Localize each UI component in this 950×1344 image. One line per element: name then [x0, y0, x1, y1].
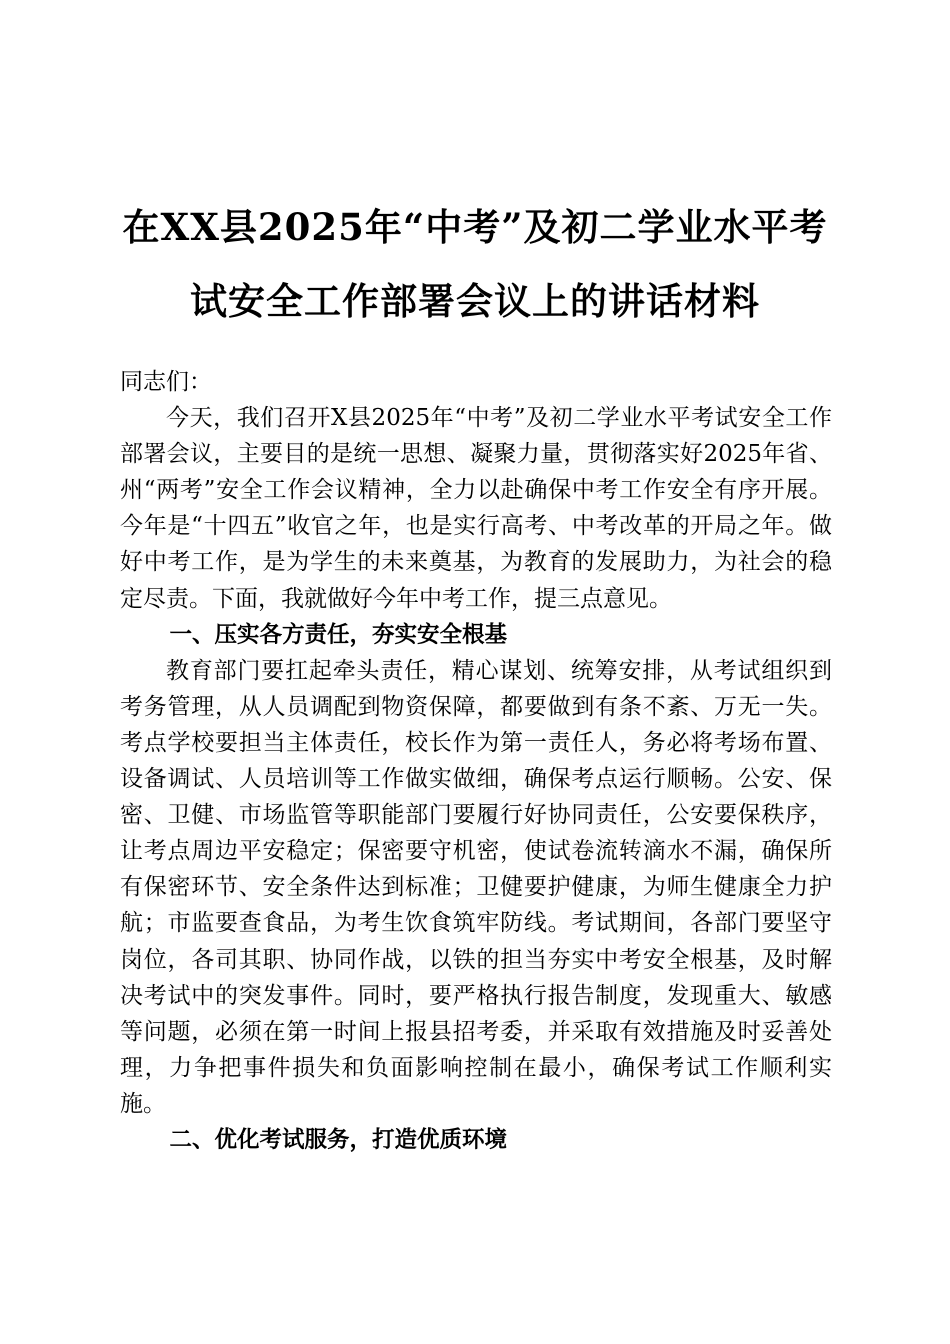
section-2-heading: 二、优化考试服务，打造优质环境	[169, 1126, 508, 1153]
salutation: 同志们：	[120, 369, 212, 395]
title-line-1: 在XX县2025年“中考”及初二学业水平考	[122, 205, 828, 249]
section-1-paragraph: 教育部门要扛起牵头责任，精心谋划、统筹安排，从考试组织到考务管理，从人员调配到物资保障，都要做到有条不紊、万无一失。考点学校要担当主体责任，校长作为第一责任人，务必将考场布置、设备调试、人员培训等工作做实做细，确保考点运行顺畅。公安、保密、卫健、市场监管等职能部门要履行好协同责任，公安要保秩序，让考点周边平安稳定；保密要守机密，使试卷流转滴水不漏，确保所有保密环节、安全条件达到标准；卫健要护健康，为师生健康全力护航；市监要查食品，为考生饮食筑牢防线。考试期间，各部门要坚守岗位，各司其职、协同作战，以铁的担当夯实中考安全根基，及时解决考试中的突发事件。同时，要严格执行报告制度，发现重大、敏感等问题，必须在第一时间上报县招考委，并采取有效措施及时妥善处理，力争把事件损失和负面影响控制在最小，确保考试工作顺利实施。	[120, 657, 832, 1117]
intro-paragraph: 今天，我们召开X县2025年“中考”及初二学业水平考试安全工作部署会议，主要目的是统一思想、凝聚力量，贯彻落实好2025年省、州“两考”安全工作会议精神，全力以赴确保中考工作安全有序开展。今年是“十四五”收官之年，也是实行高考、中考改革的开局之年。做好中考工作，是为学生的未来奠基，为教育的发展助力，为社会的稳定尽责。下面，我就做好今年中考工作，提三点意见。	[120, 405, 832, 612]
document-title	[100, 190, 850, 338]
section-1-heading: 一、压实各方责任，夯实安全根基	[169, 621, 508, 648]
document-body	[120, 364, 832, 1158]
title-line-2: 试安全工作部署会议上的讲话材料	[190, 279, 760, 323]
